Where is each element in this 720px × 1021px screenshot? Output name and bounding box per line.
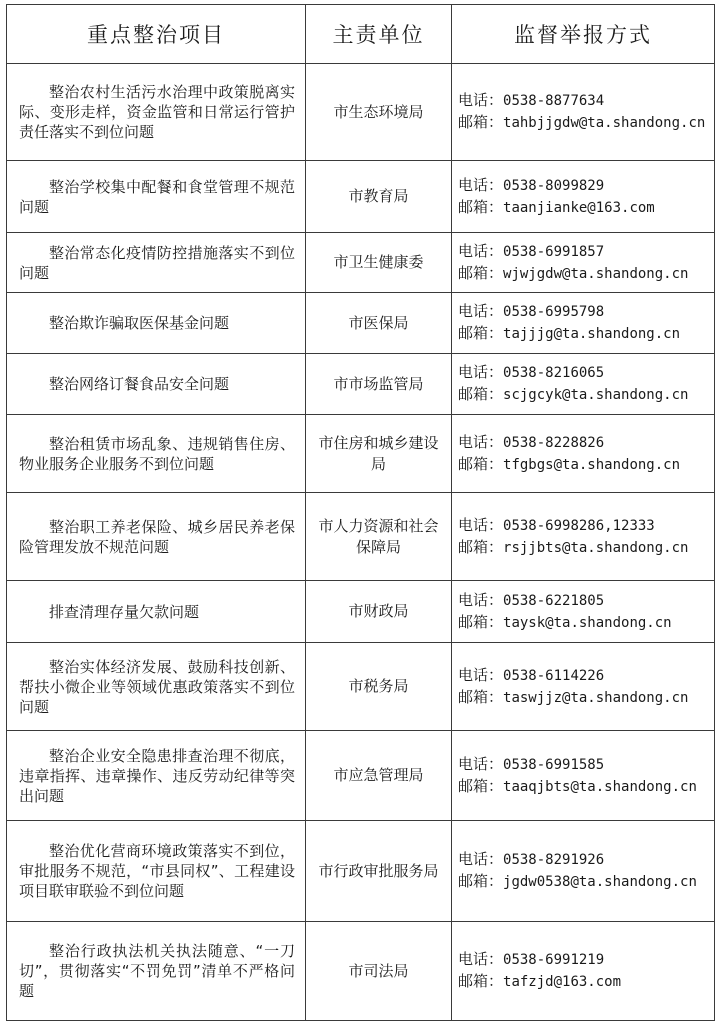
table-row (7, 731, 715, 821)
responsible-unit: 市住房和城乡建设局 (306, 415, 452, 493)
responsible-unit: 市行政审批服务局 (306, 821, 452, 922)
responsible-unit: 市应急管理局 (306, 731, 452, 821)
email-label: 邮箱： (458, 612, 504, 631)
email-address: scjgcyk@ta.shandong.cn (503, 387, 689, 403)
key-item-text: 整治学校集中配餐和食堂管理不规范问题 (7, 161, 306, 233)
phone-label: 电话： (458, 91, 504, 109)
phone-label: 电话： (458, 363, 504, 381)
table-row (7, 293, 715, 354)
responsible-unit: 市人力资源和社会保障局 (306, 493, 452, 581)
phone-line (458, 241, 714, 263)
email-label: 邮箱： (458, 687, 504, 706)
email-address: tafzjd@163.com (503, 974, 622, 990)
email-line (458, 263, 714, 285)
responsible-unit: 市司法局 (306, 922, 452, 1021)
email-label: 邮箱： (458, 324, 504, 342)
email-label: 邮箱： (458, 972, 504, 990)
report-contact (452, 731, 715, 821)
report-contact (452, 643, 715, 731)
email-label: 邮箱： (458, 385, 504, 403)
email-address: tahbjjgdw@ta.shandong.cn (503, 115, 706, 131)
email-label: 邮箱： (458, 537, 504, 556)
report-contact (452, 161, 715, 233)
phone-label: 电话： (458, 302, 504, 320)
email-address: taanjianke@163.com (503, 199, 655, 216)
phone-number: 0538-6995798 (503, 304, 605, 320)
phone-line (458, 754, 714, 776)
responsible-unit: 市卫生健康委 (306, 233, 452, 293)
responsible-unit: 市生态环境局 (306, 64, 452, 161)
phone-number: 0538-6114226 (503, 667, 605, 684)
email-line (458, 537, 714, 559)
supervision-table-sheet (6, 4, 714, 1021)
phone-number: 0538-6991857 (503, 243, 605, 260)
email-address: tfgbgs@ta.shandong.cn (503, 456, 681, 473)
key-item-text: 整治职工养老保险、城乡居民养老保险管理发放不规范问题 (7, 493, 306, 581)
report-contact (452, 581, 715, 643)
table-row (7, 233, 715, 293)
email-address: taaqjbts@ta.shandong.cn (503, 778, 697, 795)
report-contact (452, 922, 715, 1021)
email-address: tajjjg@ta.shandong.cn (503, 326, 681, 342)
table-row (7, 354, 715, 415)
email-label: 邮箱： (458, 263, 504, 282)
key-item-text: 整治租赁市场乱象、违规销售住房、物业服务企业服务不到位问题 (7, 415, 306, 493)
table-row (7, 64, 715, 161)
phone-number: 0538-6998286,12333 (503, 517, 655, 534)
email-line (458, 323, 714, 345)
table-row (7, 493, 715, 581)
phone-line (458, 590, 714, 612)
email-line (458, 384, 714, 406)
report-contact (452, 821, 715, 922)
phone-label: 电话： (458, 432, 504, 451)
phone-line (458, 432, 714, 454)
key-item-text: 整治常态化疫情防控措施落实不到位问题 (7, 233, 306, 293)
email-line (458, 687, 714, 709)
key-item-text: 整治企业安全隐患排查治理不彻底，违章指挥、违章操作、违反劳动纪律等突出问题 (7, 731, 306, 821)
phone-line (458, 949, 714, 971)
phone-number: 0538-8877634 (503, 93, 605, 109)
email-line (458, 454, 714, 476)
table-row (7, 922, 715, 1021)
report-contact (452, 415, 715, 493)
email-address: taysk@ta.shandong.cn (503, 614, 672, 631)
phone-line (458, 90, 714, 112)
phone-label: 电话： (458, 950, 504, 968)
report-contact (452, 354, 715, 415)
responsible-unit: 市财政局 (306, 581, 452, 643)
phone-number: 0538-6221805 (503, 592, 605, 609)
report-contact (452, 293, 715, 354)
table-row (7, 821, 715, 922)
table-row (7, 581, 715, 643)
phone-number: 0538-8228826 (503, 434, 605, 451)
email-address: rsjjbts@ta.shandong.cn (503, 539, 689, 556)
email-address: taswjjz@ta.shandong.cn (503, 689, 689, 706)
table-row (7, 415, 715, 493)
phone-number: 0538-8099829 (503, 177, 605, 194)
email-address: wjwjgdw@ta.shandong.cn (503, 265, 689, 282)
responsible-unit: 市市场监管局 (306, 354, 452, 415)
email-line (458, 871, 714, 893)
phone-line (458, 849, 714, 871)
email-line (458, 971, 714, 993)
key-item-text: 整治优化营商环境政策落实不到位，审批服务不规范，“市县同权”、工程建设项目联审联验不到位问题 (7, 821, 306, 922)
email-line (458, 112, 714, 134)
phone-line (458, 175, 714, 197)
phone-line (458, 665, 714, 687)
report-contact (452, 233, 715, 293)
email-label: 邮箱： (458, 776, 504, 795)
phone-label: 电话： (458, 850, 504, 868)
phone-number: 0538-6991585 (503, 756, 605, 773)
report-contact (452, 64, 715, 161)
phone-line (458, 301, 714, 323)
key-item-text: 整治行政执法机关执法随意、“一刀切”，贯彻落实“不罚免罚”清单不严格问题 (7, 922, 306, 1021)
phone-number: 0538-8216065 (503, 365, 605, 381)
email-address: jgdw0538@ta.shandong.cn (503, 874, 697, 890)
phone-label: 电话： (458, 241, 504, 260)
phone-label: 电话： (458, 175, 504, 194)
key-item-text: 整治农村生活污水治理中政策脱离实际、变形走样，资金监管和日常运行管护责任落实不到位问题 (7, 64, 306, 161)
header-responsible-unit: 主责单位 (306, 5, 452, 64)
supervision-table (6, 4, 715, 1021)
header-key-item: 重点整治项目 (7, 5, 306, 64)
phone-number: 0538-8291926 (503, 852, 605, 868)
phone-number: 0538-6991219 (503, 952, 605, 968)
phone-label: 电话： (458, 665, 504, 684)
table-row (7, 161, 715, 233)
table-row (7, 643, 715, 731)
table-header-row (7, 5, 715, 64)
email-line (458, 197, 714, 219)
email-label: 邮箱： (458, 197, 504, 216)
key-item-text: 整治网络订餐食品安全问题 (7, 354, 306, 415)
email-line (458, 612, 714, 634)
email-line (458, 776, 714, 798)
phone-label: 电话： (458, 754, 504, 773)
responsible-unit: 市税务局 (306, 643, 452, 731)
key-item-text: 排查清理存量欠款问题 (7, 581, 306, 643)
report-contact (452, 493, 715, 581)
phone-line (458, 362, 714, 384)
key-item-text: 整治实体经济发展、鼓励科技创新、帮扶小微企业等领域优惠政策落实不到位问题 (7, 643, 306, 731)
key-item-text: 整治欺诈骗取医保基金问题 (7, 293, 306, 354)
phone-label: 电话： (458, 515, 504, 534)
phone-line (458, 515, 714, 537)
header-report-method: 监督举报方式 (452, 5, 715, 64)
responsible-unit: 市教育局 (306, 161, 452, 233)
email-label: 邮箱： (458, 872, 504, 890)
responsible-unit: 市医保局 (306, 293, 452, 354)
phone-label: 电话： (458, 590, 504, 609)
email-label: 邮箱： (458, 113, 504, 131)
email-label: 邮箱： (458, 454, 504, 473)
